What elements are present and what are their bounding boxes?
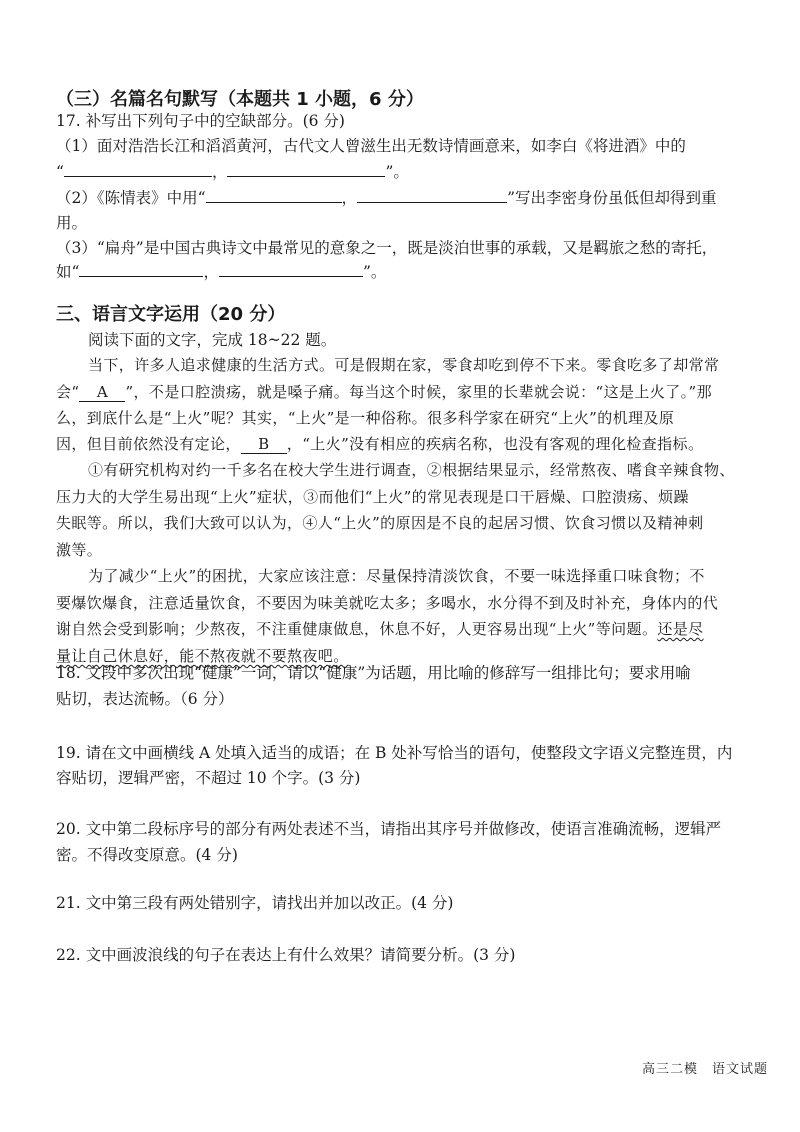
quote-close: ”。 — [385, 163, 409, 181]
blank-b[interactable]: B — [241, 435, 287, 454]
question-17-item-1-blanks — [56, 159, 756, 186]
item-3-prefix: 如“ — [56, 263, 80, 281]
item-2-suffix: ”写出李密身份虽低但却得到重 — [507, 189, 717, 207]
question-17-item-2 — [56, 185, 756, 212]
wavy-underlined-sentence: 量让自己休息好，能不熬夜就不要熬夜吧。 — [56, 647, 349, 665]
question-18-line-2: 贴切，表达流畅。（6 分） — [56, 690, 234, 708]
passage-line — [56, 431, 703, 458]
quote-close: ”。 — [362, 263, 387, 281]
answer-blank[interactable] — [64, 160, 212, 177]
passage-text: 谢自然会受到影响；少熬夜，不注重健康做息，休息不好，人更容易出现“上火”等问题。 — [56, 620, 658, 638]
section-heading-language-use: 三、语言文字运用（20 分） — [56, 304, 286, 325]
wavy-underlined-sentence: 还是尽 — [657, 620, 704, 638]
question-17-stem: 17. 补写出下列句子中的空缺部分。(6 分) — [56, 112, 345, 130]
question-20-line-1: 20. 文中第二段标序号的部分有两处表述不当，请指出其序号并做修改，使语言准确流畅，逻辑严 — [56, 820, 722, 838]
passage-line: ①有研究机构对约一千多名在校大学生进行调查，②根据结果显示，经常熬夜、嗜食辛辣食物、 — [88, 461, 735, 479]
quote-open: “ — [56, 163, 64, 181]
question-22: 22. 文中画波浪线的句子在表达上有什么效果？请简要分析。(3 分) — [56, 946, 516, 964]
question-20-line-2: 密。不得改变原意。(4 分) — [56, 846, 238, 864]
passage-text: ，“上火”没有相应的疾病名称，也没有客观的理化检查指标。 — [286, 435, 704, 453]
passage-text: ”，不是口腔溃疡，就是嗓子痛。每当这个时候，家里的长辈就会说：“这是上火了。”那 — [125, 383, 712, 401]
footer-exam-name: 高三二模 — [642, 1062, 699, 1077]
page-footer — [642, 1058, 768, 1077]
comma-separator: ， — [203, 263, 219, 281]
item-2-prefix: （2）《陈情表》中用“ — [56, 189, 206, 207]
answer-blank[interactable] — [227, 160, 385, 177]
answer-blank[interactable] — [357, 186, 507, 203]
comma-separator: ， — [211, 163, 228, 181]
question-17-item-3-text: （3）“扁舟”是中国古典诗文中最常见的意象之一，既是淡泊世事的承载，又是羁旅之愁的寄托， — [56, 239, 718, 257]
answer-blank[interactable] — [219, 260, 363, 277]
question-18-line-1: 18. 文段中多次出现“健康”一词，请以“健康”为话题，用比喻的修辞写一组排比句；要求用喻 — [56, 664, 691, 682]
reading-instruction: 阅读下面的文字，完成 18~22 题。 — [88, 331, 337, 349]
passage-line: 失眠等。所以，我们大致可以认为，④人“上火”的原因是不良的起居习惯、饮食习惯以及精神刺 — [56, 514, 704, 532]
footer-subject: 语文试题 — [712, 1062, 769, 1077]
question-19-line-1: 19. 请在文中画横线 A 处填入适当的成语；在 B 处补写恰当的语句，使整段文字语义完整连贯，内 — [56, 744, 733, 762]
passage-line: 当下，许多人追求健康的生活方式。可是假期在家，零食却吃到停不下来。零食吃多了却常常 — [88, 356, 720, 374]
question-17-item-2-continued: 用。 — [56, 214, 88, 232]
passage-text: 会“ — [56, 383, 80, 401]
passage-text: 因，但目前依然没有定论， — [56, 435, 241, 453]
section-heading-poetry-recitation: （三）名篇名句默写（本题共 1 小题，6 分） — [56, 89, 424, 110]
passage-line: 要爆饮爆食，注意适量饮食，不要因为味美就吃太多；多喝水，水分得不到及时补充，身体内的代 — [56, 594, 719, 612]
passage-line: 么，到底什么是“上火”呢？其实，“上火”是一种俗称。很多科学家在研究“上火”的机理及原 — [56, 409, 675, 427]
passage-line — [56, 616, 704, 643]
blank-a[interactable]: A — [79, 383, 125, 402]
answer-blank[interactable] — [79, 260, 203, 277]
answer-blank[interactable] — [206, 186, 342, 203]
comma-separator: ， — [341, 189, 358, 207]
question-17-item-3-blanks — [56, 259, 756, 286]
passage-line: 激等。 — [56, 541, 103, 559]
question-19-line-2: 容贴切，逻辑严密，不超过 10 个字。(3 分) — [56, 769, 361, 787]
question-17-item-1-text: （1）面对浩浩长江和滔滔黄河，古代文人曾滋生出无数诗情画意来，如李白《将进酒》中的 — [56, 137, 686, 155]
passage-line: 压力大的大学生易出现“上火”症状，③而他们“上火”的常见表现是口干唇燥、口腔溃疡、烦躁 — [56, 488, 689, 506]
passage-line: 为了减少“上火”的困扰，大家应该注意：尽量保持清淡饮食，不要一味选择重口味食物；不 — [88, 567, 705, 585]
question-21: 21. 文中第三段有两处错别字，请找出并加以改正。(4 分) — [56, 894, 454, 912]
passage-line — [56, 379, 712, 406]
